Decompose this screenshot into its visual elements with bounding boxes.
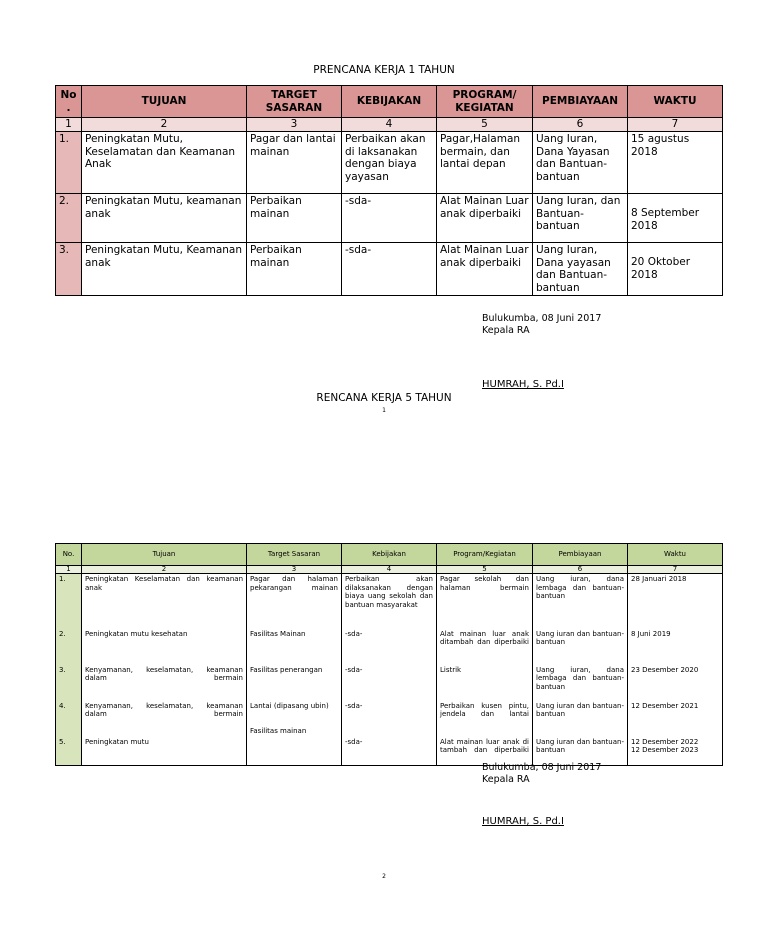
table-row <box>56 629 723 665</box>
table-row <box>56 701 723 737</box>
col-number: 1 <box>56 566 82 574</box>
cell-waktu: 8 September 2018 <box>628 194 723 243</box>
cell-no: 1. <box>56 132 82 194</box>
cell-no: 1. <box>56 574 82 629</box>
cell-waktu: 8 Juni 2019 <box>628 629 723 665</box>
cell-pembiayaan: Uang iuran dan bantuan-bantuan <box>533 701 628 737</box>
cell-kebijakan: -sda- <box>342 665 437 701</box>
cell-tujuan: Peningkatan Keselamatan dan keamanan anak <box>82 574 247 629</box>
header-tujuan: Tujuan <box>82 544 247 566</box>
cell-target <box>247 737 342 766</box>
cell-program: Alat Mainan Luar anak diperbaiki <box>437 243 533 296</box>
col-number: 3 <box>247 566 342 574</box>
cell-waktu-line-2: 12 Desember 2023 <box>631 746 699 755</box>
col-number: 6 <box>533 566 628 574</box>
col-number: 6 <box>533 118 628 132</box>
header-kebijakan: Kebijakan <box>342 544 437 566</box>
cell-waktu: 20 Oktober 2018 <box>628 243 723 296</box>
col-number: 7 <box>628 566 723 574</box>
page-number-2: 2 <box>382 873 386 880</box>
header-target: Target Sasaran <box>247 544 342 566</box>
header-waktu: Waktu <box>628 544 723 566</box>
cell-tujuan: Kenyamanan, keselamatan, keamanan dalam bermain <box>82 701 247 737</box>
cell-tujuan: Peningkatan Mutu, keamanan anak <box>82 194 247 243</box>
cell-kebijakan: Perbaikan akan di laksanakan dengan biaya yayasan <box>342 132 437 194</box>
cell-program: Alat mainan luar anak ditambah dan diperbaiki <box>437 629 533 665</box>
header-target: TARGET SASARAN <box>247 86 342 118</box>
table-row <box>56 132 723 194</box>
table-header-row <box>56 86 723 118</box>
col-number: 1 <box>56 118 82 132</box>
col-number: 4 <box>342 566 437 574</box>
cell-pembiayaan: Uang iuran dan bantuan-bantuan <box>533 629 628 665</box>
cell-target: Pagar dan lantai mainan <box>247 132 342 194</box>
table-1-year-plan <box>55 85 723 296</box>
table-row <box>56 243 723 296</box>
col-number: 2 <box>82 566 247 574</box>
cell-waktu: 28 Januari 2018 <box>628 574 723 629</box>
col-number: 5 <box>437 118 533 132</box>
column-number-row <box>56 118 723 132</box>
cell-waktu-line: 12 Desember 2022 <box>631 737 699 746</box>
cell-no: 2. <box>56 194 82 243</box>
cell-target-line: Lantai (dipasang ubin) <box>250 701 329 710</box>
cell-no: 3. <box>56 665 82 701</box>
header-pembiayaan: PEMBIAYAAN <box>533 86 628 118</box>
header-waktu: WAKTU <box>628 86 723 118</box>
header-tujuan: TUJUAN <box>82 86 247 118</box>
cell-kebijakan: Perbaikan akan dilaksanakan dengan biaya uang sekolah dan bantuan masyarakat <box>342 574 437 629</box>
header-program: Program/Kegiatan <box>437 544 533 566</box>
table-header-row <box>56 544 723 566</box>
role-2: Kepala RA <box>482 774 530 785</box>
column-number-row <box>56 566 723 574</box>
cell-program: Perbaikan kusen pintu, jendela dan lantai <box>437 701 533 737</box>
col-number: 7 <box>628 118 723 132</box>
cell-target: Perbaikan mainan <box>247 194 342 243</box>
cell-kebijakan: -sda- <box>342 243 437 296</box>
cell-kebijakan: -sda- <box>342 629 437 665</box>
cell-program: Pagar,Halaman bermain, dan lantai depan <box>437 132 533 194</box>
col-number: 4 <box>342 118 437 132</box>
col-number: 5 <box>437 566 533 574</box>
cell-tujuan: Peningkatan mutu kesehatan <box>82 629 247 665</box>
cell-target: Pagar dan halaman pekarangan mainan <box>247 574 342 629</box>
col-number: 2 <box>82 118 247 132</box>
cell-pembiayaan: Uang Iuran, dan Bantuan-bantuan <box>533 194 628 243</box>
header-no: No . <box>56 86 82 118</box>
cell-kebijakan: -sda- <box>342 194 437 243</box>
cell-program: Listrik <box>437 665 533 701</box>
header-program: PROGRAM/ KEGIATAN <box>437 86 533 118</box>
signer-name: HUMRAH, S. Pd.I <box>482 379 564 390</box>
cell-no: 3. <box>56 243 82 296</box>
cell-waktu: 12 Desember 2021 <box>628 701 723 737</box>
table-row <box>56 737 723 766</box>
cell-tujuan: Peningkatan Mutu, Keamanan anak <box>82 243 247 296</box>
signer-name-2: HUMRAH, S. Pd.I <box>482 816 564 827</box>
cell-target: Fasilitas Mainan <box>247 629 342 665</box>
cell-pembiayaan: Uang Iuran, Dana Yayasan dan Bantuan-bantuan <box>533 132 628 194</box>
header-no: No. <box>56 544 82 566</box>
cell-no: 5. <box>56 737 82 766</box>
table-row <box>56 574 723 629</box>
cell-pembiayaan: Uang Iuran, Dana yayasan dan Bantuan-bantuan <box>533 243 628 296</box>
cell-program: Alat Mainan Luar anak diperbaiki <box>437 194 533 243</box>
place-date: Bulukumba, 08 Juni 2017 <box>482 313 602 324</box>
cell-program: Pagar sekolah dan halaman bermain <box>437 574 533 629</box>
cell-target: Perbaikan mainan <box>247 243 342 296</box>
cell-waktu: 23 Desember 2020 <box>628 665 723 701</box>
cell-pembiayaan: Uang iuran, dana lembaga dan bantuan-bantuan <box>533 574 628 629</box>
cell-target-line-2: Fasilitas mainan <box>250 727 307 736</box>
col-number: 3 <box>247 118 342 132</box>
table-row <box>56 665 723 701</box>
page-number: 1 <box>382 407 386 414</box>
cell-waktu <box>628 737 723 766</box>
header-pembiayaan: Pembiayaan <box>533 544 628 566</box>
cell-pembiayaan: Uang iuran dan bantuan-bantuan <box>533 737 628 766</box>
header-kebijakan: KEBIJAKAN <box>342 86 437 118</box>
role: Kepala RA <box>482 325 530 336</box>
cell-target <box>247 701 342 737</box>
cell-kebijakan: -sda- <box>342 701 437 737</box>
cell-no: 2. <box>56 629 82 665</box>
table-5-year-plan <box>55 543 723 766</box>
cell-tujuan: Kenyamanan, keselamatan, keamanan dalam bermain <box>82 665 247 701</box>
cell-tujuan: Peningkatan mutu <box>82 737 247 766</box>
page2-title: RENCANA KERJA 5 TAHUN <box>316 392 452 404</box>
cell-tujuan: Peningkatan Mutu, Keselamatan dan Keamanan Anak <box>82 132 247 194</box>
cell-waktu: 15 agustus 2018 <box>628 132 723 194</box>
table-row <box>56 194 723 243</box>
cell-target: Fasilitas penerangan <box>247 665 342 701</box>
place-date-2: Bulukumba, 08 Juni 2017 <box>482 762 602 773</box>
cell-program: Alat mainan luar anak di tambah dan diperbaiki <box>437 737 533 766</box>
cell-pembiayaan: Uang iuran, dana lembaga dan bantuan-bantuan <box>533 665 628 701</box>
cell-kebijakan: -sda- <box>342 737 437 766</box>
cell-no: 4. <box>56 701 82 737</box>
page1-title: PRENCANA KERJA 1 TAHUN <box>313 64 455 76</box>
